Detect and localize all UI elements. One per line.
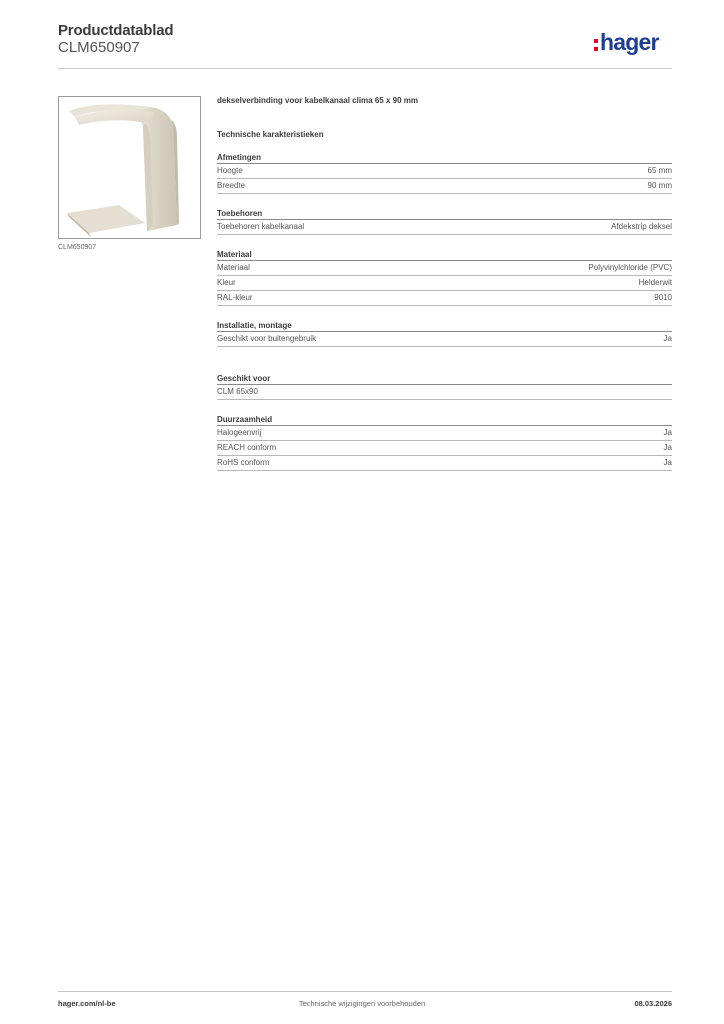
spec-label: Breedte [217,181,246,190]
spec-value: Ja [663,334,672,343]
spec-label: Halogeenvrij [217,428,262,437]
footer-website-link[interactable]: hager.com/nl-be [58,999,116,1008]
product-image [58,96,201,239]
product-description: dekselverbinding voor kabelkanaal clima 65 x 90 mm [217,96,418,105]
spec-value: Polyvinylchloride (PVC) [588,263,672,272]
footer-notice: Technische wijzigingen voorbehouden [298,999,426,1008]
spec-content [217,96,672,471]
hager-logo[interactable] [594,29,659,56]
group-title: Geschikt voor [217,373,672,385]
spec-row [217,385,672,400]
spec-group-sustainability [217,414,672,471]
spec-label: RAL-kleur [217,293,253,302]
cable-duct-cover-joint-illustration [59,97,200,238]
spec-value: Helderwit [638,278,672,287]
spec-row [217,332,672,347]
spec-row [217,164,672,179]
page-title: Productdatablad [58,22,174,39]
spec-row [217,276,672,291]
spec-value: Ja [663,428,672,437]
logo-text: hager [600,29,659,55]
spec-group-installation [217,320,672,347]
group-title: Installatie, montage [217,320,672,332]
product-code: CLM650907 [58,39,140,56]
spec-label: REACH conform [217,443,277,452]
spec-group-dimensions [217,152,672,194]
spec-value: 9010 [654,293,672,302]
spec-group-accessories [217,208,672,235]
spec-row [217,426,672,441]
spec-row [217,220,672,235]
logo-colon-icon [594,39,598,51]
header-divider [58,68,672,69]
spec-label: Hoogte [217,166,243,175]
spec-row [217,441,672,456]
spec-value: Afdekstrip deksel [611,222,672,231]
spec-label: Geschikt voor buitengebruik [217,334,317,343]
spec-value: 65 mm [647,166,672,175]
spec-group-material [217,249,672,306]
group-title: Afmetingen [217,152,672,164]
group-title: Materiaal [217,249,672,261]
spec-row [217,291,672,306]
spec-value: 90 mm [647,181,672,190]
spec-group-suitable-for [217,373,672,400]
spec-label: Toebehoren kabelkanaal [217,222,305,231]
spec-label: Kleur [217,278,236,287]
image-caption: CLM650907 [58,244,97,251]
spec-label: Materiaal [217,263,250,272]
spec-label: RoHS conform [217,458,270,467]
spec-value: Ja [663,443,672,452]
spec-row [217,261,672,276]
footer-date: 08.03.2026 [634,999,672,1008]
footer-divider [58,991,672,992]
spec-row [217,179,672,194]
spec-value: Ja [663,458,672,467]
group-title: Duurzaamheid [217,414,672,426]
spec-label: CLM 65x90 [217,387,258,396]
section-title: Technische karakteristieken [217,130,324,139]
group-title: Toebehoren [217,208,672,220]
spec-row [217,456,672,471]
